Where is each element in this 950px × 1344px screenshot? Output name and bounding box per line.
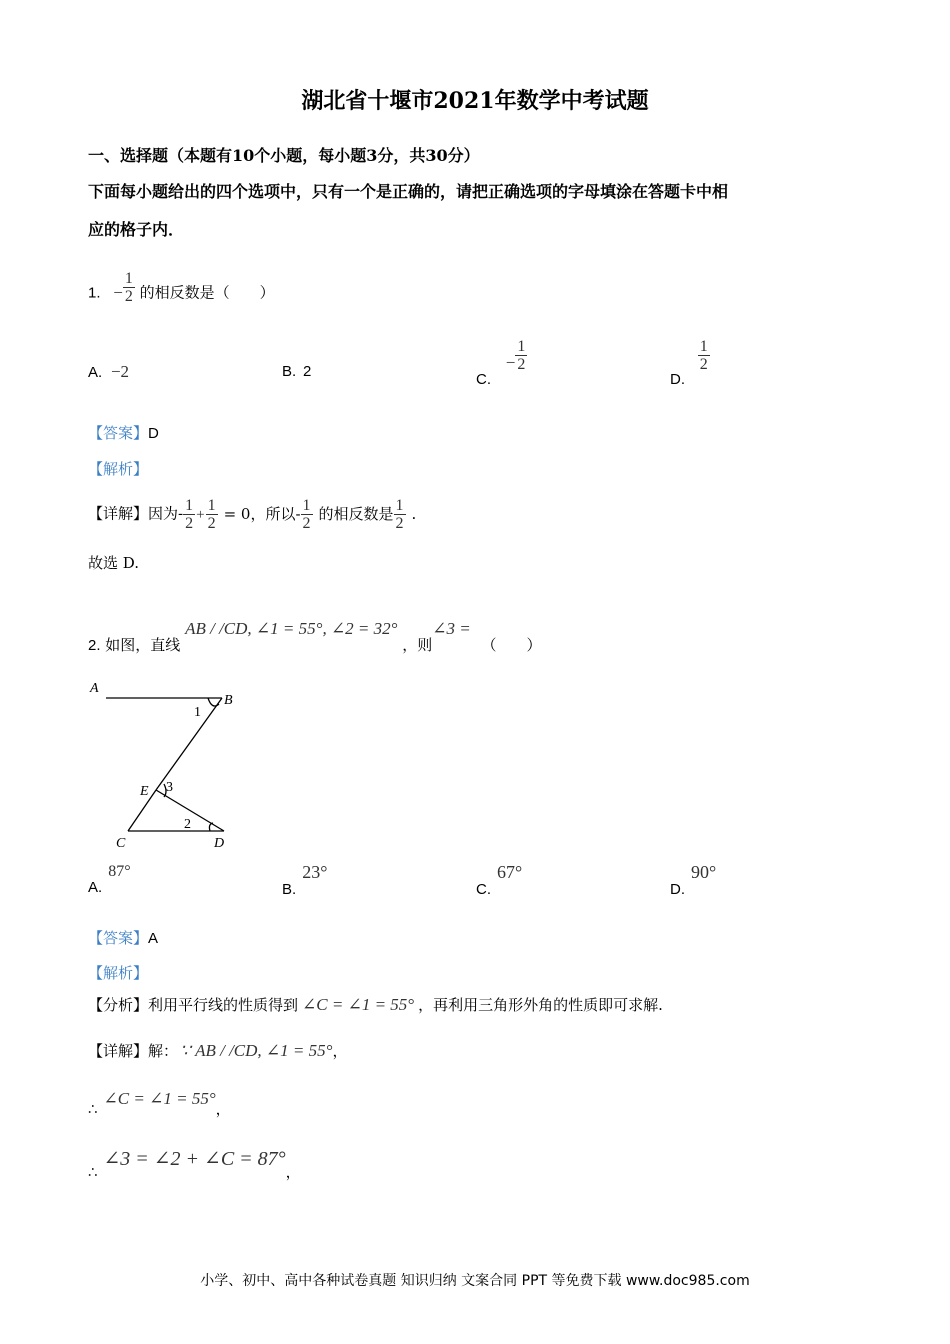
q2-geometry-figure bbox=[84, 676, 254, 852]
q2-step-1: ∴∠C = ∠1 = 55°， bbox=[88, 1089, 231, 1118]
q2-fenxi: 【分析】利用平行线的性质得到 ∠C = ∠1 = 55° ，再利用三角形外角的性质即可求解. bbox=[88, 995, 663, 1014]
q1-option-c: C. − $\frac{1}{2}$ bbox=[476, 338, 526, 388]
label-d: D bbox=[214, 836, 225, 851]
q1-option-a: A. −2 bbox=[88, 362, 130, 381]
q1-option-b: B. 2 bbox=[282, 363, 312, 380]
q1-minus: − bbox=[113, 282, 123, 302]
label-a: A bbox=[90, 681, 99, 696]
q2-answer: 【答案】A bbox=[88, 930, 159, 947]
q1-stem-text: 的相反数是（ ） bbox=[139, 283, 275, 302]
q2-stem-math: AB / /CD, ∠1 = 55°, ∠2 = 32° bbox=[185, 619, 398, 638]
section-heading: 一、选择题（本题有10个小题，每小题3分，共30分） bbox=[88, 146, 480, 165]
page-footer: 小学、初中、高中各种试卷真题 知识归纳 文案合同 PPT 等免费下载 www.doc985.com bbox=[200, 1273, 750, 1289]
label-e: E bbox=[140, 784, 149, 799]
q2-option-a: A.87° bbox=[88, 863, 131, 896]
q1-detail: 【详解】因为- $\frac{1}{2}$ + $\frac{1}{2}$ = 0，所以- $\frac{1}{2}$ 的相反数是 $\frac{1}{2}$ . bbox=[88, 497, 417, 532]
label-angle-3: 3 bbox=[166, 780, 173, 795]
instruction-line-1: 下面每小题给出的四个选项中，只有一个是正确的，请把正确选项的字母填涂在答题卡中相 bbox=[88, 182, 729, 201]
label-angle-1: 1 bbox=[194, 705, 201, 720]
q1-fraction: $\frac{1}{2}$ bbox=[124, 270, 133, 305]
angle-1-arc bbox=[208, 698, 219, 706]
q2-option-b: B.23° bbox=[282, 862, 328, 898]
q1-answer: 【答案】D bbox=[88, 425, 159, 442]
label-b: B bbox=[224, 693, 233, 708]
q1-conclusion: 故选 D. bbox=[88, 554, 140, 572]
label-c: C bbox=[116, 836, 126, 851]
q1-option-d: D. $\frac{1}{2}$ bbox=[670, 338, 708, 388]
q2-option-c: C.67° bbox=[476, 862, 523, 898]
label-angle-2: 2 bbox=[184, 817, 191, 832]
answer-tag: 【答案】 bbox=[88, 425, 149, 442]
q1-analysis-tag: 【解析】 bbox=[88, 461, 149, 478]
q2-detail: 【详解】解： ∵ AB / /CD, ∠1 = 55°， bbox=[88, 1041, 348, 1060]
line-be bbox=[156, 698, 222, 790]
q2-option-d: D.90° bbox=[670, 862, 717, 898]
q2-stem: 2. 如图，直线 AB / /CD, ∠1 = 55°, ∠2 = 32° ，则∠3 = （ ） bbox=[88, 619, 542, 654]
q1-number: 1. bbox=[88, 284, 101, 302]
page-title: 湖北省十堰市2021年数学中考试题 bbox=[301, 88, 649, 114]
q2-step-2: ∴∠3 = ∠2 + ∠C = 87°， bbox=[88, 1148, 301, 1181]
q1-stem bbox=[88, 270, 275, 311]
q2-analysis-tag: 【解析】 bbox=[88, 965, 149, 982]
instruction-line-2: 应的格子内． bbox=[88, 220, 185, 239]
